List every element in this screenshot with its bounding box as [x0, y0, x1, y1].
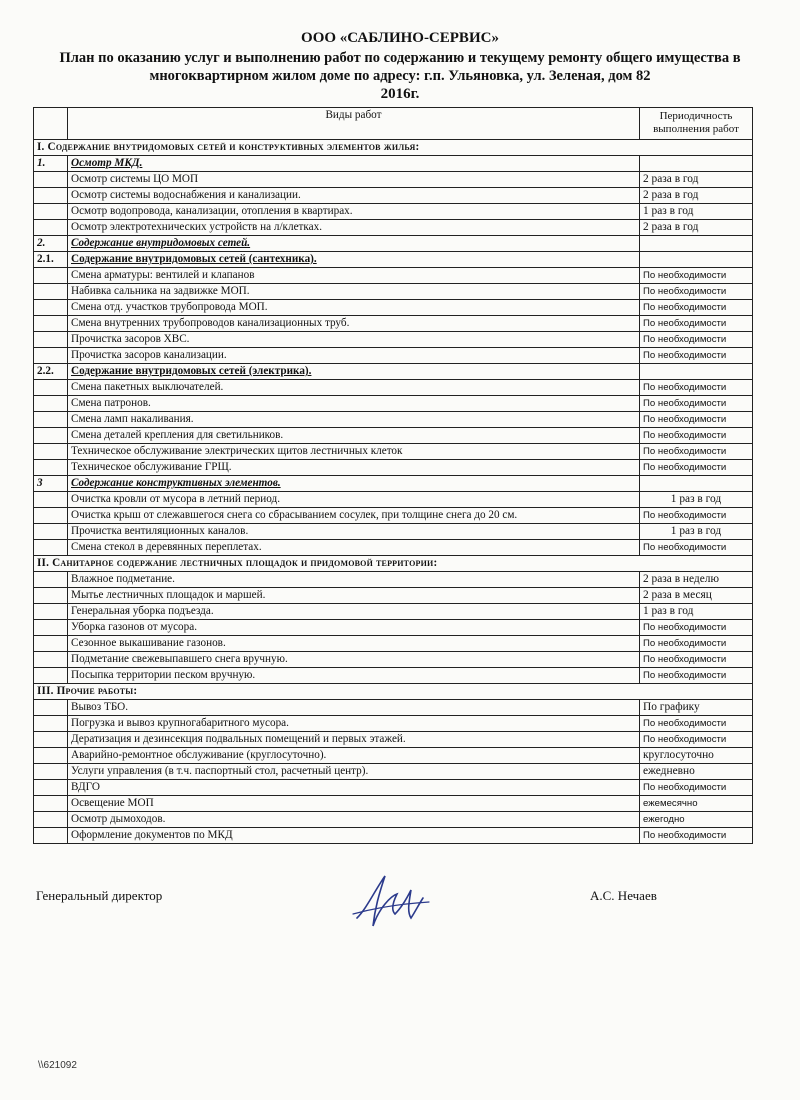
work-description: Дератизация и дезинсекция подвальных помещений и первых этажей. [68, 732, 640, 748]
organization-name: ООО «САБЛИНО-СЕРВИС» [301, 30, 499, 46]
work-description: Погрузка и вывоз крупногабаритного мусора. [68, 716, 640, 732]
table-row [34, 588, 753, 604]
work-periodicity: По необходимости [640, 396, 753, 412]
work-description: Прочистка вентиляционных каналов. [68, 524, 640, 540]
work-periodicity: По необходимости [640, 540, 753, 556]
row-number [34, 748, 68, 764]
subsection-title: Содержание внутридомовых сетей (сантехника). [68, 252, 640, 268]
document-year: 2016г. [380, 86, 420, 102]
work-periodicity: По необходимости [640, 460, 753, 476]
work-periodicity: По необходимости [640, 428, 753, 444]
handwritten-signature [345, 868, 435, 937]
work-description: Смена внутренних трубопроводов канализационных труб. [68, 316, 640, 332]
row-number [34, 204, 68, 220]
work-description: Смена патронов. [68, 396, 640, 412]
table-row [34, 476, 753, 492]
table-header-row [34, 108, 753, 140]
work-periodicity: По необходимости [640, 716, 753, 732]
table-row [34, 668, 753, 684]
work-periodicity: 1 раз в год [640, 524, 753, 540]
table-row [34, 796, 753, 812]
table-row [34, 652, 753, 668]
work-periodicity: 2 раза в неделю [640, 572, 753, 588]
work-periodicity: круглосуточно [640, 748, 753, 764]
work-description: Прочистка засоров ХВС. [68, 332, 640, 348]
row-number [34, 620, 68, 636]
work-periodicity: По необходимости [640, 332, 753, 348]
work-description: Осмотр водопровода, канализации, отопления в квартирах. [68, 204, 640, 220]
work-periodicity: 2 раза в год [640, 172, 753, 188]
work-periodicity: 2 раза в месяц [640, 588, 753, 604]
row-number [34, 764, 68, 780]
table-row [34, 220, 753, 236]
work-description: Набивка сальника на задвижке МОП. [68, 284, 640, 300]
table-row [34, 428, 753, 444]
table-row [34, 252, 753, 268]
table-row [34, 396, 753, 412]
section-heading: I. Содержание внутридомовых сетей и конструктивных элементов жилья: [34, 140, 753, 156]
row-number [34, 188, 68, 204]
work-description: Сезонное выкашивание газонов. [68, 636, 640, 652]
work-periodicity: По необходимости [640, 636, 753, 652]
work-description: Смена арматуры: вентилей и клапанов [68, 268, 640, 284]
work-description: Услуги управления (в т.ч. паспортный стол, расчетный центр). [68, 764, 640, 780]
work-description: Осмотр электротехнических устройств на л/клетках. [68, 220, 640, 236]
row-number [34, 716, 68, 732]
work-periodicity: ежедневно [640, 764, 753, 780]
document-title: План по оказанию услуг и выполнению работ по содержанию и текущему ремонту общего имущества в многоквартирном жилом доме по адресу: г.п. Ульяновка, ул. Зеленая, дом 82 [59, 50, 741, 84]
table-row [34, 764, 753, 780]
table-row [34, 508, 753, 524]
row-number [34, 332, 68, 348]
row-number [34, 444, 68, 460]
work-description: Генеральная уборка подъезда. [68, 604, 640, 620]
row-number [34, 348, 68, 364]
work-description: Смена пакетных выключателей. [68, 380, 640, 396]
signatory-name: А.С. Нечаев [590, 888, 657, 903]
row-number [34, 636, 68, 652]
row-number: 2.1. [34, 252, 68, 268]
work-description: Подметание свежевыпавшего снега вручную. [68, 652, 640, 668]
work-periodicity: 2 раза в год [640, 188, 753, 204]
row-number: 1. [34, 156, 68, 172]
row-number [34, 284, 68, 300]
work-description: Смена стекол в деревянных переплетах. [68, 540, 640, 556]
header-work-cell: Виды работ [68, 108, 640, 140]
work-periodicity: По необходимости [640, 732, 753, 748]
table-row [34, 572, 753, 588]
work-periodicity: По необходимости [640, 828, 753, 844]
work-periodicity [640, 156, 753, 172]
signatory-position: Генеральный директор [36, 888, 163, 903]
table-row [34, 732, 753, 748]
table-row [34, 444, 753, 460]
table-row [34, 412, 753, 428]
work-periodicity: По необходимости [640, 284, 753, 300]
work-description: Очистка крыш от слежавшегося снега со сбрасыванием сосулек, при толщине снега до 20 см. [68, 508, 640, 524]
work-description: Освещение МОП [68, 796, 640, 812]
table-row [34, 348, 753, 364]
work-periodicity: По необходимости [640, 444, 753, 460]
work-periodicity: По необходимости [640, 620, 753, 636]
subsection-title: Содержание внутридомовых сетей (электрика). [68, 364, 640, 380]
table-row [34, 492, 753, 508]
work-description: Уборка газонов от мусора. [68, 620, 640, 636]
work-periodicity: 2 раза в год [640, 220, 753, 236]
table-row [34, 236, 753, 252]
work-periodicity: По необходимости [640, 316, 753, 332]
work-periodicity [640, 364, 753, 380]
row-number [34, 268, 68, 284]
table-row [34, 172, 753, 188]
table-row [34, 332, 753, 348]
work-periodicity: По необходимости [640, 668, 753, 684]
row-number [34, 300, 68, 316]
row-number: 2. [34, 236, 68, 252]
work-periodicity: По необходимости [640, 300, 753, 316]
section-heading: II. Санитарное содержание лестничных площадок и придомовой территории: [34, 556, 753, 572]
work-periodicity [640, 236, 753, 252]
subsection-title: Содержание внутридомовых сетей. [68, 236, 640, 252]
work-periodicity: 1 раз в год [640, 204, 753, 220]
work-periodicity: ежемесячно [640, 796, 753, 812]
work-description: Осмотр системы ЦО МОП [68, 172, 640, 188]
row-number: 2.2. [34, 364, 68, 380]
work-description: Вывоз ТБО. [68, 700, 640, 716]
work-description: ВДГО [68, 780, 640, 796]
row-number [34, 540, 68, 556]
work-periodicity: По графику [640, 700, 753, 716]
table-row [34, 524, 753, 540]
row-number [34, 700, 68, 716]
row-number [34, 380, 68, 396]
work-periodicity: По необходимости [640, 268, 753, 284]
work-description: Смена деталей крепления для светильников. [68, 428, 640, 444]
work-periodicity [640, 252, 753, 268]
table-row [34, 140, 753, 156]
work-periodicity: По необходимости [640, 652, 753, 668]
row-number [34, 524, 68, 540]
table-row [34, 828, 753, 844]
row-number [34, 492, 68, 508]
work-description: Посыпка территории песком вручную. [68, 668, 640, 684]
work-description: Осмотр системы водоснабжения и канализации. [68, 188, 640, 204]
table-row [34, 812, 753, 828]
document-id: \\621092 [38, 1060, 77, 1071]
table-row [34, 540, 753, 556]
row-number [34, 668, 68, 684]
table-row [34, 780, 753, 796]
row-number: 3 [34, 476, 68, 492]
subsection-title: Содержание конструктивных элементов. [68, 476, 640, 492]
table-row [34, 380, 753, 396]
works-plan-table [33, 107, 753, 844]
table-row [34, 316, 753, 332]
table-row [34, 284, 753, 300]
row-number [34, 828, 68, 844]
work-periodicity: По необходимости [640, 380, 753, 396]
table-row [34, 460, 753, 476]
row-number [34, 220, 68, 236]
work-periodicity: По необходимости [640, 348, 753, 364]
work-description: Техническое обслуживание ГРЩ. [68, 460, 640, 476]
row-number [34, 460, 68, 476]
row-number [34, 604, 68, 620]
table-row [34, 268, 753, 284]
table-row [34, 748, 753, 764]
table-row [34, 204, 753, 220]
subsection-title: Осмотр МКД. [68, 156, 640, 172]
work-periodicity: 1 раз в год [640, 492, 753, 508]
row-number [34, 588, 68, 604]
table-row [34, 716, 753, 732]
work-periodicity [640, 476, 753, 492]
table-row [34, 188, 753, 204]
row-number [34, 572, 68, 588]
table-row [34, 620, 753, 636]
row-number [34, 172, 68, 188]
work-description: Мытье лестничных площадок и маршей. [68, 588, 640, 604]
table-row [34, 156, 753, 172]
row-number [34, 316, 68, 332]
header-num-cell [34, 108, 68, 140]
row-number [34, 796, 68, 812]
table-row [34, 636, 753, 652]
work-description: Очистка кровли от мусора в летний период. [68, 492, 640, 508]
table-row [34, 684, 753, 700]
row-number [34, 412, 68, 428]
table-row [34, 700, 753, 716]
work-periodicity: По необходимости [640, 508, 753, 524]
section-heading: III. Прочие работы: [34, 684, 753, 700]
document-header [30, 30, 770, 103]
work-periodicity: 1 раз в год [640, 604, 753, 620]
row-number [34, 428, 68, 444]
work-periodicity: По необходимости [640, 412, 753, 428]
work-description: Смена отд. участков трубопровода МОП. [68, 300, 640, 316]
work-periodicity: По необходимости [640, 780, 753, 796]
table-row [34, 604, 753, 620]
work-description: Влажное подметание. [68, 572, 640, 588]
work-description: Техническое обслуживание электрических щитов лестничных клеток [68, 444, 640, 460]
header-period-cell: Периодичность выполнения работ [640, 108, 753, 140]
row-number [34, 508, 68, 524]
row-number [34, 812, 68, 828]
work-periodicity: ежегодно [640, 812, 753, 828]
row-number [34, 396, 68, 412]
work-description: Смена ламп накаливания. [68, 412, 640, 428]
row-number [34, 652, 68, 668]
row-number [34, 732, 68, 748]
table-row [34, 556, 753, 572]
work-description: Осмотр дымоходов. [68, 812, 640, 828]
work-description: Аварийно-ремонтное обслуживание (круглосуточно). [68, 748, 640, 764]
work-description: Прочистка засоров канализации. [68, 348, 640, 364]
table-row [34, 300, 753, 316]
work-description: Оформление документов по МКД [68, 828, 640, 844]
table-row [34, 364, 753, 380]
row-number [34, 780, 68, 796]
